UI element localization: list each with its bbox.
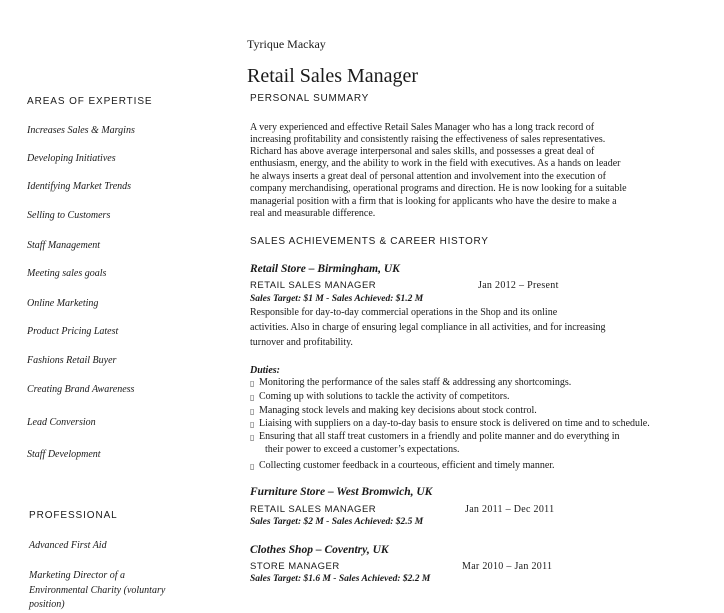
summary-line: company merchandising, operational programs and direction. He is now looking for a suitable [250,183,627,194]
duty-item: Coming up with solutions to tackle the activity of competitors. [259,391,510,402]
job-dates: Mar 2010 – Jan 2011 [462,561,553,572]
professional-heading: PROFESSIONAL [29,510,118,521]
job-description-line: activities. Also in charge of ensuring legal compliance in all activities, and for increasing [250,322,606,333]
bullet-icon: ▯ [250,407,255,416]
job-sales-target: Sales Target: $1.6 M - Sales Achieved: $2.2 M [250,574,431,584]
job-role: STORE MANAGER [250,561,340,572]
skill-item: Creating Brand Awareness [27,384,135,395]
skill-item: Online Marketing [27,298,99,309]
bullet-icon: ▯ [250,379,255,388]
candidate-name: Tyrique Mackay [247,37,326,51]
duty-item: Ensuring that all staff treat customers in a friendly and polite manner and do everything in [259,431,620,442]
skill-item: Product Pricing Latest [27,326,119,337]
skill-item: Meeting sales goals [27,268,107,279]
job-company: Clothes Shop – Coventry, UK [250,544,389,556]
job-description-line: Responsible for day-to-day commercial operations in the Shop and its online [250,307,558,318]
bullet-icon: ▯ [250,433,255,442]
summary-line: Richard has above average interpersonal and sales skills, and possesses a great deal of [250,146,595,157]
job-dates: Jan 2012 – Present [478,280,559,291]
summary-line: increasing profitability and consistently raising the effectiveness of sales representatives. [250,134,606,145]
summary-line: enthusiasm, energy, and the ability to work in the field with executives. As a hands on leader [250,158,621,169]
summary-line: managerial position with a firm that is looking for applicants who have the desire to make a [250,196,617,207]
job-dates: Jan 2011 – Dec 2011 [465,504,555,515]
bullet-icon: ▯ [250,393,255,402]
professional-item: Advanced First Aid [29,540,107,551]
skill-item: Selling to Customers [27,210,111,221]
skill-item: Identifying Market Trends [27,181,132,192]
professional-item: Marketing Director of a Environmental Charity (voluntary position) [29,570,166,610]
job-role: RETAIL SALES MANAGER [250,280,377,291]
duty-item: Monitoring the performance of the sales staff & addressing any shortcomings. [259,377,572,388]
summary-heading: PERSONAL SUMMARY [250,93,370,104]
job-company: Retail Store – Birmingham, UK [250,263,400,275]
duty-item: Collecting customer feedback in a courteous, efficient and timely manner. [259,460,555,471]
expertise-heading: AREAS OF EXPERTISE [27,96,153,107]
summary-line: he always inserts a great deal of personal attention and involvement into the execution of [250,171,606,182]
skill-item: Staff Management [27,240,101,251]
job-title: Retail Sales Manager [247,65,419,87]
skill-item: Lead Conversion [27,417,96,428]
bullet-icon: ▯ [250,420,255,429]
duties-label: Duties: [250,365,280,376]
duty-item-continuation: their power to exceed a customer’s expectations. [265,444,460,455]
skill-item: Increases Sales & Margins [27,125,135,136]
duty-item: Liaising with suppliers on a day-to-day basis to ensure stock is delivered on time and to schedule. [259,418,650,429]
job-description-line: turnover and profitability. [250,337,353,348]
job-role: RETAIL SALES MANAGER [250,504,377,515]
job-company: Furniture Store – West Bromwich, UK [250,486,433,498]
duty-item: Managing stock levels and making key decisions about stock control. [259,405,537,416]
history-heading: SALES ACHIEVEMENTS & CAREER HISTORY [250,236,489,247]
job-sales-target: Sales Target: $1 M - Sales Achieved: $1.2 M [250,294,424,304]
skill-item: Developing Initiatives [27,153,116,164]
summary-line: real and measurable difference. [250,208,376,219]
skill-item: Staff Development [27,449,101,460]
bullet-icon: ▯ [250,462,255,471]
job-sales-target: Sales Target: $2 M - Sales Achieved: $2.5 M [250,517,424,527]
summary-line: A very experienced and effective Retail Sales Manager who has a long track record of [250,122,595,133]
skill-item: Fashions Retail Buyer [27,355,117,366]
